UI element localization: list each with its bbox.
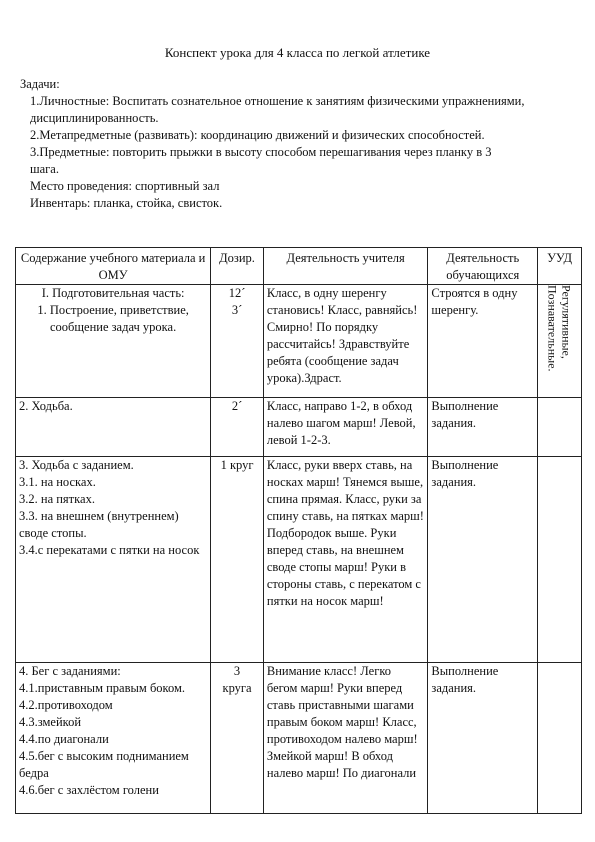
content-line: 4.5.бег с высоким подниманием бедра <box>19 749 189 780</box>
cell-uud <box>538 398 582 457</box>
dose-line: 2´ <box>231 399 243 413</box>
cell-teacher: Класс, руки вверх ставь, на носках марш! Тянемся выше, спина прямая. Класс, руки за спину ставь, на пятках марш! Подбородок выше. Руки вперед ставь, на внешнем своде стопы марш! Руки в стороны ставь, с перекатом с пятки на носок марш! <box>263 457 428 663</box>
page-title: Конспект урока для 4 класса по легкой атлетике <box>164 45 431 60</box>
lesson-inventory: Инвентарь: планка, стойка, свисток. <box>30 196 223 210</box>
content-line: 4.3.змейкой <box>19 715 82 729</box>
header-teacher: Деятельность учителя <box>263 248 428 285</box>
cell-content <box>16 398 211 457</box>
cell-teacher: Класс, в одну шеренгу становись! Класс, равняйсь! Смирно! По порядку рассчитайсь! Здравствуйте ребята (сообщение задач урока).Здраст. <box>263 285 428 398</box>
cell-dose <box>211 398 264 457</box>
cell-content <box>16 285 211 398</box>
task-meta: 2.Метапредметные (развивать): координацию движений и физических способностей. <box>30 128 485 142</box>
content-line: 4.1.приставным правым боком. <box>19 681 186 695</box>
content-line: 2. Ходьба. <box>19 399 73 413</box>
content-line: 4.2.противоходом <box>19 698 113 712</box>
content-line: 4. Бег с заданиями: <box>19 664 121 678</box>
tasks-heading: Задачи: <box>20 77 60 91</box>
cell-teacher: Внимание класс! Легко бегом марш! Руки вперед ставь приставными шагами правым боком марш! Класс, противоходом налево марш! Змейкой марш! В обход налево марш! По диагонали <box>263 663 428 814</box>
content-line: I. Подготовительная часть: <box>41 286 185 300</box>
table-row <box>16 663 582 814</box>
cell-dose <box>211 663 264 814</box>
uud-text: Регулятивные, Познавательные. <box>545 285 574 372</box>
content-line: 4.6.бег с захлёстом голени <box>19 783 159 797</box>
cell-content <box>16 457 211 663</box>
content-line: 3.3. на внешнем (внутреннем) своде стопы. <box>19 509 179 540</box>
task-personal: 1.Личностные: Воспитать сознательное отношение к занятиям физическими упражнениями, <box>30 94 525 108</box>
cell-dose <box>211 457 264 663</box>
cell-uud <box>538 663 582 814</box>
content-line: 3.4.с перекатами с пятки на носок <box>19 543 200 557</box>
task-subject-cont: шага. <box>30 162 59 176</box>
content-line: 3.1. на носках. <box>19 475 96 489</box>
lesson-table <box>15 247 582 814</box>
cell-content <box>16 663 211 814</box>
content-line: 3. Ходьба с заданием. <box>19 458 134 472</box>
dose-line: круга <box>222 681 252 695</box>
cell-students: Строятся в одну шеренгу. <box>428 285 538 398</box>
table-row <box>16 457 582 663</box>
task-subject: 3.Предметные: повторить прыжки в высоту способом перешагивания через планку в 3 <box>30 145 492 159</box>
header-content: Содержание учебного материала и ОМУ <box>16 248 211 285</box>
cell-students: Выполнение задания. <box>428 398 538 457</box>
cell-students: Выполнение задания. <box>428 663 538 814</box>
table-row <box>16 398 582 457</box>
content-line: 4.4.по диагонали <box>19 732 109 746</box>
dose-line: 1 круг <box>220 458 254 472</box>
task-personal-cont: дисциплинированность. <box>30 111 159 125</box>
header-dose: Дозир. <box>211 248 264 285</box>
table-row <box>16 285 582 398</box>
cell-teacher: Класс, направо 1-2, в обход налево шагом марш! Левой, левой 1-2-3. <box>263 398 428 457</box>
table-header-row <box>16 248 582 285</box>
content-line: 3.2. на пятках. <box>19 492 95 506</box>
dose-line: 3´ <box>231 303 243 317</box>
dose-line: 3 <box>233 664 241 678</box>
dose-line: 12´ <box>228 286 246 300</box>
header-students: Деятельность обучающихся <box>428 248 538 285</box>
cell-students: Выполнение задания. <box>428 457 538 663</box>
cell-uud <box>538 285 582 398</box>
content-line: 1. Построение, приветствие, сообщение задач урока. <box>37 303 189 334</box>
lesson-place: Место проведения: спортивный зал <box>30 179 220 193</box>
cell-uud <box>538 457 582 663</box>
tasks-section <box>20 76 580 212</box>
header-uud: УУД <box>538 248 582 285</box>
cell-dose <box>211 285 264 398</box>
